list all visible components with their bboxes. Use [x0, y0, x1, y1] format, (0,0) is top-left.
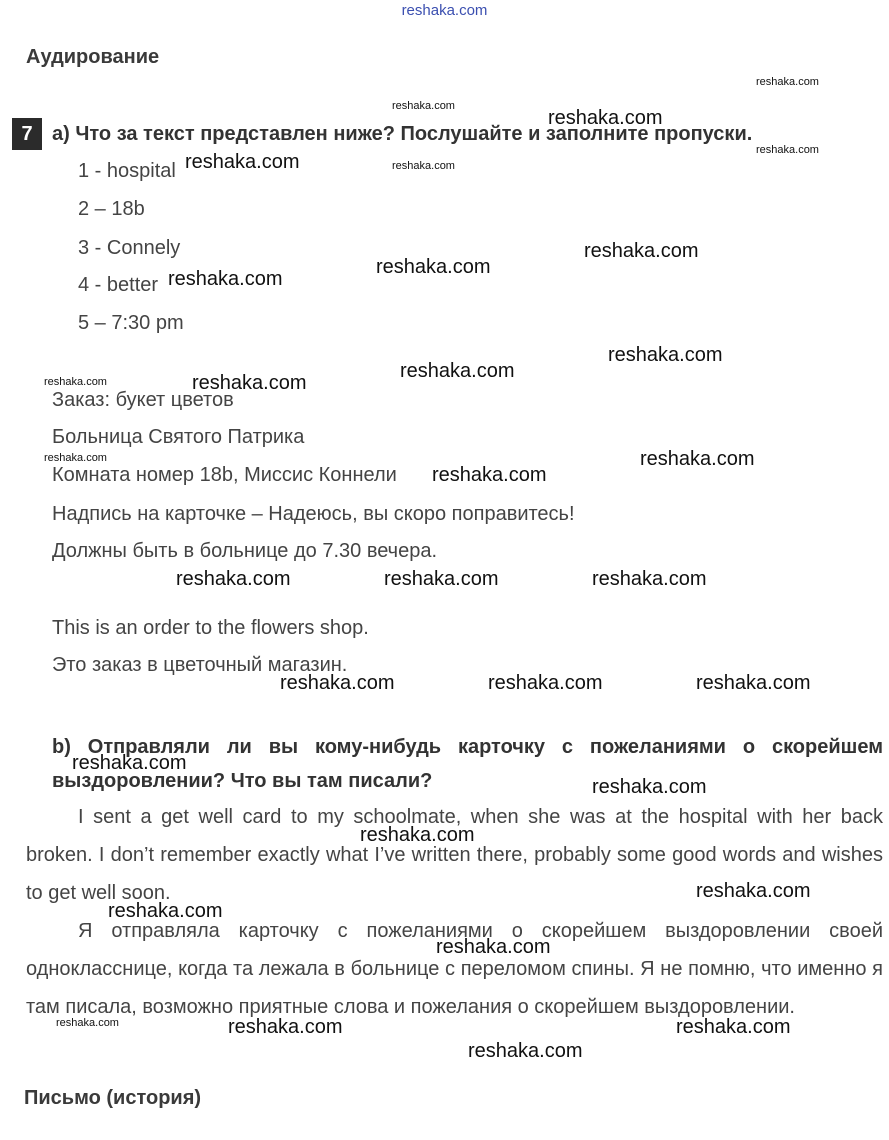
answer-item-3: 3 - Connely: [78, 237, 181, 259]
site-link[interactable]: reshaka.com: [401, 2, 488, 19]
answer-item-1: 1 - hospital: [78, 160, 176, 182]
watermark: reshaka.com: [192, 372, 307, 394]
watermark: reshaka.com: [584, 240, 699, 262]
watermark: reshaka.com: [108, 900, 223, 922]
watermark-small: reshaka.com: [44, 452, 107, 464]
watermark: reshaka.com: [640, 448, 755, 470]
answer-item-4: 4 - better: [78, 274, 159, 296]
watermark: reshaka.com: [548, 107, 663, 129]
answer-russian: Это заказ в цветочный магазин.: [52, 654, 348, 676]
watermark: reshaka.com: [176, 568, 291, 590]
task-number-badge: 7: [12, 118, 42, 150]
watermark: reshaka.com: [592, 568, 707, 590]
watermark: reshaka.com: [608, 344, 723, 366]
section-heading-audio: Аудирование: [26, 46, 160, 68]
watermark: reshaka.com: [592, 776, 707, 798]
watermark-small: reshaka.com: [392, 100, 455, 112]
answer-english: This is an order to the flowers shop.: [52, 617, 369, 639]
translation-line-3: Комната номер 18b, Миссис Коннели: [52, 464, 397, 486]
watermark: reshaka.com: [376, 256, 491, 278]
watermark: reshaka.com: [432, 464, 547, 486]
watermark: reshaka.com: [696, 880, 811, 902]
watermark-small: reshaka.com: [392, 160, 455, 172]
question-a: a) Что за текст представлен ниже? Послушайте и заполните пропуски.: [52, 123, 753, 145]
translation-line-1: Заказ: букет цветов: [52, 389, 234, 411]
watermark: reshaka.com: [676, 1016, 791, 1038]
watermark: reshaka.com: [228, 1016, 343, 1038]
watermark: reshaka.com: [696, 672, 811, 694]
watermark: reshaka.com: [436, 936, 551, 958]
watermark: reshaka.com: [360, 824, 475, 846]
watermark-small: reshaka.com: [756, 144, 819, 156]
answer-item-5: 5 – 7:30 pm: [78, 312, 184, 334]
watermark: reshaka.com: [384, 568, 499, 590]
section-heading-letter: Письмо (история): [24, 1087, 202, 1109]
answer-item-2: 2 – 18b: [78, 198, 145, 220]
watermark: reshaka.com: [72, 752, 187, 774]
question-b: b) Отправляли ли вы кому-нибудь карточку с пожеланиями о скорейшем выздоровлении? Что вы там писали?: [52, 736, 883, 792]
translation-line-4: Надпись на карточке – Надеюсь, вы скоро поправитесь!: [52, 503, 575, 525]
watermark: reshaka.com: [280, 672, 395, 694]
watermark: reshaka.com: [400, 360, 515, 382]
watermark-small: reshaka.com: [756, 76, 819, 88]
watermark-small: reshaka.com: [44, 376, 107, 388]
paragraph-russian: Я отправляла карточку с пожеланиями о скорейшем выздоровлении своей однокласснице, когда та лежала в больнице с переломом спины. Я не помню, что именно я там писала, возможно приятные слова и пожелания о скорейшем выздоровлении.: [26, 920, 883, 1018]
translation-line-2: Больница Святого Патрика: [52, 426, 305, 448]
paragraph-english: I sent a get well card to my schoolmate, when she was at the hospital with her back broken. I don’t remember exactly what I’ve written there, probably some good words and wishes to get well soon.: [26, 806, 883, 904]
watermark: reshaka.com: [185, 151, 300, 173]
watermark: reshaka.com: [168, 268, 283, 290]
watermark: reshaka.com: [468, 1040, 583, 1062]
watermark: reshaka.com: [488, 672, 603, 694]
translation-line-5: Должны быть в больнице до 7.30 вечера.: [52, 540, 438, 562]
watermark-small: reshaka.com: [56, 1017, 119, 1029]
